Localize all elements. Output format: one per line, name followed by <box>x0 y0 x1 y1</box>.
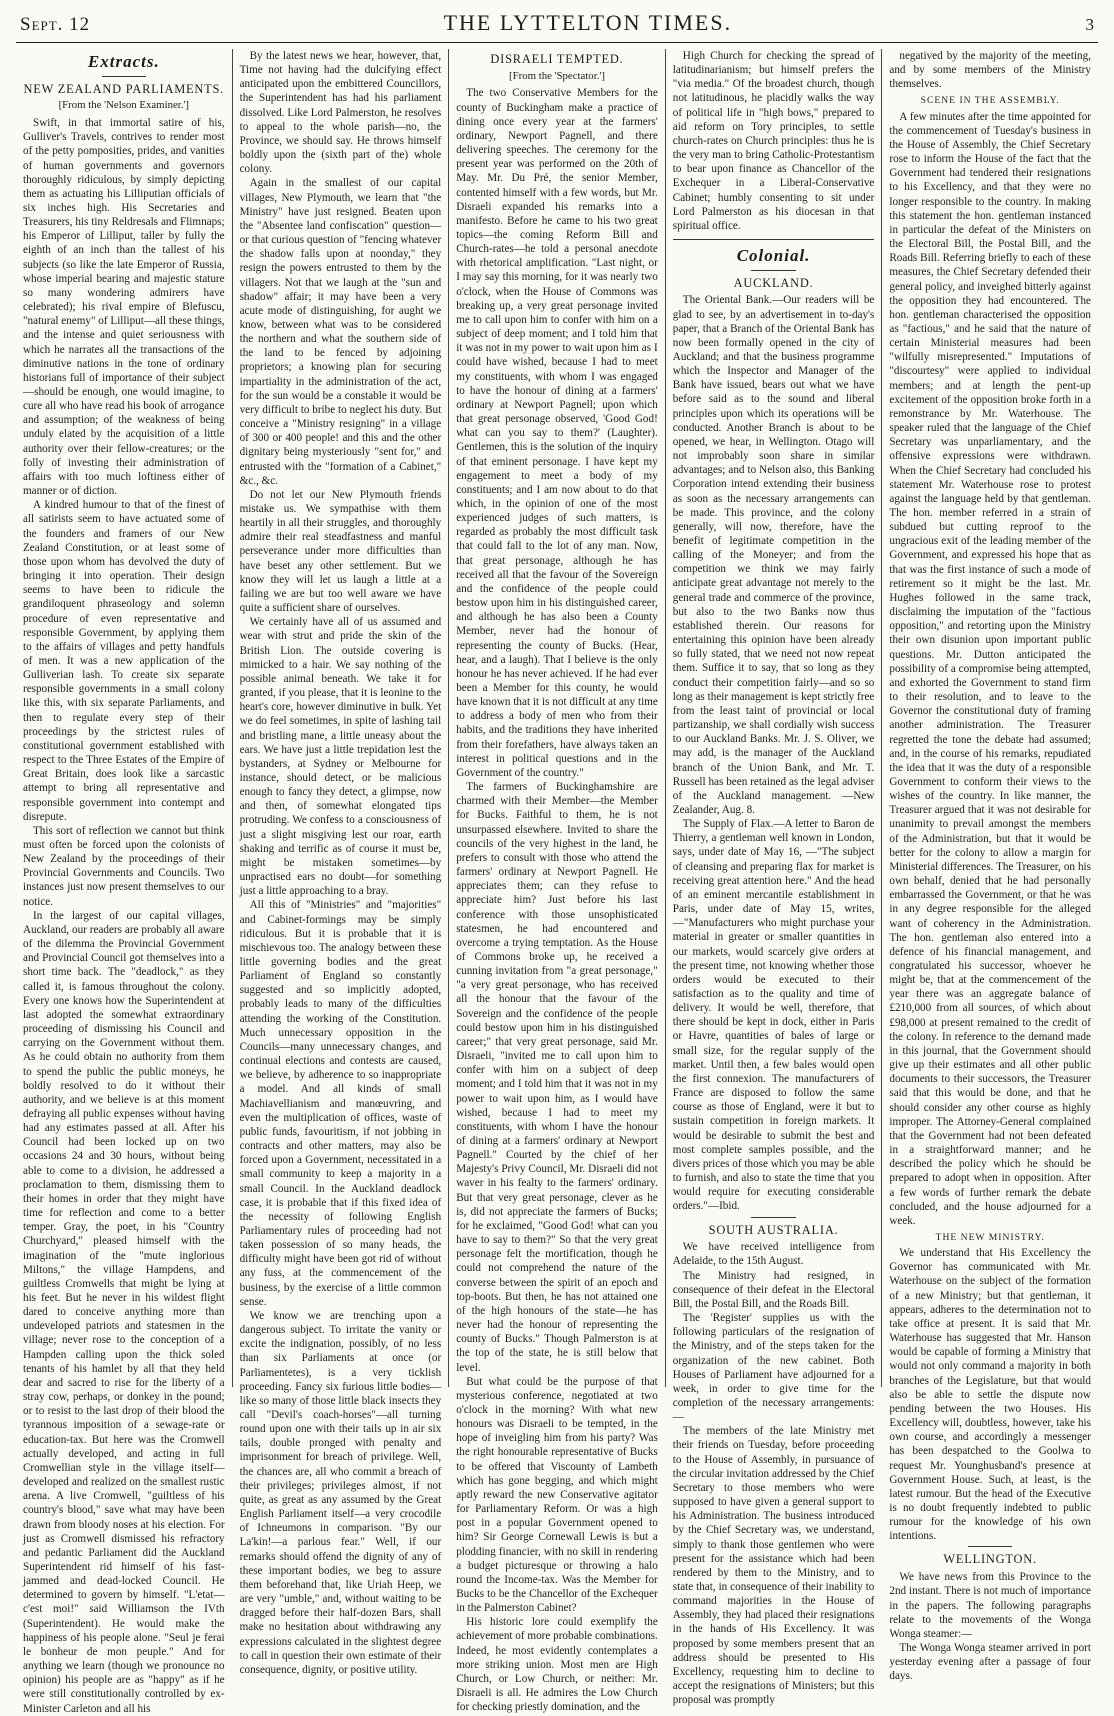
article-paragraph: We have news from this Province to the 2nd instant. There is not much of importance in the papers. The following paragraphs relate to the movements of the Wonga Wonga steamer:— <box>889 1571 1091 1640</box>
divider <box>751 1217 795 1218</box>
article-source: [From the 'Nelson Examiner.'] <box>58 99 190 112</box>
article-paragraph: By the latest news we hear, however, that, Time not having had the dulcifying effect anticipated upon the embittered Councillors, the Superintendent has had his parliament dissolved. Like Lord Palmerston, he resolves to appeal to the whole parish—no, the Province, we should say. He throws himself boldly upon the (sixth part of the) whole colony. <box>239 50 442 176</box>
article-paragraph: The members of the late Ministry met their friends on Tuesday, before proceeding to the House of Assembly, in pursuance of the circular invitation addressed by the Chief Secretary to those members who were supposed to have given a general support to his Administration. The business introduced by the Chief Secretary was, we understand, simply to thank those gentlemen who were present for the assistance which had been rendered by them to the Ministry, and to state that, in consequence of their inability to command majorities in the House of Assembly, they had placed their resignations in the hands of His Excellency. It was proposed by some members present that an address should be presented to His Excellency, requesting him to decline to accept the resignations of Ministers; but this proposal was promptly <box>672 1425 875 1707</box>
article-paragraph: We know we are trenching upon a dangerous subject. To irritate the vanity or excite the indignation, possibly, of no less than six Parliaments at once (or Parliamentetes), is a very ticklish proceeding. Fancy six furious little bodies—like so many of those little black insects they call "Devil's coach-horses"—all turning round upon one with their tails up in air six tails, double pronged with penalty and imprisonment for breach of privilege. Well, the chances are, all who commit a breach of their privileges; privileges almost, if not quite, as great as any assumed by the Great English Parliament itself—a very crocodile of Ichneumons in comparison. "By our La'kin!—a parlous fear." Well, if our remarks should offend the dignity of any of these important bodies, we beg to assure them beforehand that, like Uriah Heep, we are very "umble," and, without waiting to be dragged before their half-dozen Bars, shall make no hesitation about withdrawing any expressions calculated in the slightest degree to call in question their own estimate of their consequence, dignity, or positive utility. <box>239 1309 442 1676</box>
divider <box>968 1546 1012 1547</box>
article-paragraph: All this of "Ministries" and "majorities" and Cabinet-formings may be simply ridiculous. But it is probable that it is mischievous too. The analogy between these little governing bodies and the great Parliament of England so constantly suggested and so implicitly adopted, probably leads to many of the difficulties attending the working of the Constitution. Much unnecessary opposition in the Councils—many unnecessary changes, and continual elections and contests are caused, we believe, by adherence to so inappropriate a model. And all kinds of small Machiavellianism and manœuvring, and even the multiplication of offices, waste of public funds, favouritism, if not jobbing in contracts and other matters, may also be forced upon a Government, necessitated in a small community to keep a majority in a small Council. In the Auckland deadlock case, it is probable that if this fixed idea of the necessity of following English Parliamentary rules of proceeding had not taken possession of so many heads, the difficulty might have been got rid of without any fuss, at the commencement of the business, by the exercise of a little common sense. <box>239 899 442 1308</box>
divider <box>751 270 795 271</box>
article-paragraph: A few minutes after the time appointed for the commencement of Tuesday's business in the House of Assembly, the Chief Secretary rose to inform the House of the fact that the Government had tendered their resignations to his Excellency, and that they were no longer responsible to the country. In making this statement the hon. gentleman instanced in particular the defeat of the Ministers on the Electoral Bill, the Postal Bill, and the Roads Bill. Referring briefly to each of these measures, the Chief Secretary defended their general policy, and inveighed bitterly against the opposition they had encountered. The hon. gentleman characterised the opposition as "factious," and he said that the nature of certain Ministerial measures had been "wilfully misrepresented." Imputations of "discourtesy" were applied to individual members; and at length the pent-up excitement of the opposition broke forth in a remonstrance by Mr. Waterhouse. The speaker ruled that the language of the Chief Secretary was unparliamentary, and the offensive expressions were withdrawn. When the Chief Secretary had concluded his statement Mr. Waterhouse rose to protest against the language held by that gentleman. The hon. member referred in a strain of subdued but cutting reproof to the ungracious exit of the leading member of the Government, and expressed his hope that as that was the first instance of such a mode of retirement so it might be the last. Mr. Hughes followed in the same track, disclaiming the imputation of the "factious opposition," and retorting upon the Ministry their own disunion upon important public questions. Mr. Dutton anticipated the possibility of a compromise being attempted, and exhorted the Government to stand firm to their resolution, and to leave to the Governor the constitutional duty of framing another administration. The Treasurer regretted the tone the debate had assumed; and, in the course of his remarks, repudiated the idea that it was the duty of a responsible Government to conform their views to the wishes of the country. In like manner, the Treasurer argued that it was not desirable for unanimity to prevail amongst the members of the Administration, but that it would be better for the colony to allow a margin for Ministerial differences. The Treasurer, on his own behalf, denied that he had personally embarrassed the Government, or that he was in any degree responsible for the alleged want of coherency in the Administration. The hon. gentleman also entered into a defence of his financial management, and congratulated his successor, whoever he might be, that at the commencement of the year there was an aggregate balance of £210,000 from all sources, of which about £98,000 at present remained to the credit of the colony. In reference to the demand made in this journal, that the Government should give up their estimates and all other public documents to their successors, the Treasurer said that this would be done, and that he should consider any other course as highly improper. The Attorney-General complained that the Government had not been defeated in a straightforward manner; and he described the policy which he should be prepared to adopt when in opposition. After a few words of further remark the debate concluded, and the house adjourned for a week. <box>889 110 1091 1227</box>
column-1 <box>16 49 232 1715</box>
nz-parliaments-headline: NEW ZEALAND PARLIAMENTS. <box>23 81 225 96</box>
column-5 <box>881 49 1098 1683</box>
article-paragraph: His historic lore could exemplify the achievement of more probable combinations. Indeed, he most evidently contemplates a more striking union. Most men are High Church, or Low Church, or neither: Mr. Disraeli is all. He admires the Low Church for checking priestly domination, and the <box>456 1616 658 1714</box>
article-paragraph: The Supply of Flax.—A letter to Baron de Thierry, a gentleman well known in London, says, under date of May 16, —"The subject of cleansing and preparing flax for market is receiving great attention here." And the head of an eminent mercantile establishment in Paris, under date of May 15, writes,—"Manufacturers who might purchase your material in greater or smaller quantities in our markets, would scarcely give orders at the present time, not knowing whether those orders would be executed to their satisfaction as to the quality and time of delivery. It would be well, therefore, that there should be kept in dock, either in Paris or Havre, quantities of bales of large or small size, for the regular supply of the market. Until then, a few bales would open the first connexion. The manufacturers of France are disposed to follow the same course as those of England, were it but to sustain competition in foreign markets. It would be desirable to submit the best and most complete samples possible, and the divers prices of those which you may be able to furnish, and also to state the time that you would require for executing considerable orders."—Ibid. <box>672 818 875 1213</box>
article-paragraph: But what could be the purpose of that mysterious conference, negotiated at two o'clock in the morning? With what new honours was Disraeli to be tempted, in the hope of inveigling him from his party? Was the right honourable representative of Bucks to be offered that Viscounty of Lambeth which has gone begging, and which might aptly reward the new Conservative agitator for Parliamentary Reform. Or was a high post in a popular Government opened to him? Sir George Cornewall Lewis is but a plodding financier, with no skill in rendering a budget picturesque or throwing a halo round the Income-tax. Was the Member for Bucks to be the Chancellor of the Exchequer in the Palmerston Cabinet? <box>456 1375 658 1615</box>
column-3 <box>448 49 665 1714</box>
article-paragraph: Do not let our New Plymouth friends mistake us. We sympathise with them heartily in all their struggles, and thoroughly admire their real steadfastness and manful perseverance under more difficulties than have beset any other settlement. But we know they will let us laugh a little at a failing we are but too well aware we have quite a sufficient share of ourselves. <box>239 488 442 615</box>
article-paragraph: Again in the smallest of our capital villages, New Plymouth, we learn that "the Ministry" have just resigned. Beaten upon the "Absentee land confiscation" question—or that curious question of "fencing whatever the shadow falls upon at noonday," they resign the powers entrusted to them by the villagers. Not that we laugh at the "sun and shadow" affair; it may have been a very acute mode of distinguishing, for aught we know, between what was to be considered the northern and what the southern side of the land to be fenced by adjoining proprietors; a knowing plan for securing impartiality in the administration of the act, for the sun would be a constable it would be very difficult to bribe to neglect his duty. But conceive a "Ministry resigning" in a village of 300 or 400 people! and this and the other dignitary being mysteriously "sent for," and entrusted with the "formation of a Cabinet," &c., &c. <box>239 177 442 487</box>
article-paragraph: This sort of reflection we cannot but think must often be forced upon the colonists of New Zealand by the proceedings of their Provincial Governments and Councils. Two instances just now present themselves to our notice. <box>23 824 225 908</box>
article-paragraph: The two Conservative Members for the county of Buckingham make a practice of dining once every year at the farmers' ordinary, Newport Pagnell, and there delivering speeches. The ceremony for the present year was performed on the 20th of May. Mr. Du Pré, the senior Member, contented himself with a few words, but Mr. Disraeli expanded his remarks into a manifesto. Before he came to his two great topics—the coming Reform Bill and Church-rates—he told a personal anecdote with rhetorical amplification. "Last night, or I may say this morning, for it was nearly two o'clock, when the House of Commons was breaking up, a very great personage invited me to call upon him to confer with him on a subject of deep moment; and I told him that it was not in my power to wait upon him as I could have wished, because I had to meet my constituents, with whom I was engaged to have the honour of dining at a farmers' ordinary at Newport Pagnell; upon which that great personage observed, 'Good God! what can you say to them?' (Laughter). Gentlemen, this is the solution of the inquiry of that eminent personage. I have kept my engagement to meet a body of my constituents; and I am now about to do that which, in the opinion of one of the most experienced judges of such matters, is regarded as probably the most difficult task that could fall to the lot of any man. Now, that great personage, although he has received all that the favour of the Sovereign and the confidence of the people could bestow upon him in his distinguished career, and although he has also been a County Member, never had the honour of representing the county of Bucks. (Hear, hear, and a laugh). That I believe is the only honour he has never achieved. If he had ever been a Member for this county, he would have known that it is not difficult at any time to address a body of men who from their habits, and the traditions they have inherited from their forefathers, have always taken an interest in political questions and in the Government of the country." <box>456 87 658 779</box>
article-paragraph: The 'Register' supplies us with the following particulars of the resignation of the Ministry, and of the steps taken for the organization of the new cabinet. Both Houses of Parliament have adjourned for a week, in order to give time for the completion of the necessary arrangements:— <box>672 1312 875 1424</box>
disraeli-headline: DISRAELI TEMPTED. <box>490 52 624 66</box>
article-paragraph: We understand that His Excellency the Governor has communicated with Mr. Waterhouse on the subject of the formation of a new Ministry; but that gentleman, it appears, adheres to the determination not to take office at present. It is said that Mr. Waterhouse has suggested that Mr. Hanson would be capable of forming a Ministry that would not only command a majority in both branches of the Legislature, but that would also be able to settle the dispute now pending between the two Houses. His Excellency will, doubtless, however, take his own course, and accordingly a messenger has been despatched to the Goolwa to request Mr. Younghusband's presence at Government House. Such, at least, is the latest rumour. But the head of the Executive is no doubt frequently indebted to public rumour for the knowledge of his own intentions. <box>889 1247 1091 1543</box>
columns <box>16 49 1098 1715</box>
article-paragraph: The farmers of Buckinghamshire are charmed with their Member—the Member for Bucks. Faithful to them, he is not unsurpassed elsewhere. Invited to share the councils of the very highest in the land, he prefers to consult with those who attend the farmers' ordinary at Newport Pagnell. He appreciates them; can they refuse to appreciate him? Just before his last conference with those unsophisticated statesmen, he had encountered and overcome a trying temptation. As the House of Commons broke up, he received a cunning invitation from "a great personage," "a very great personage, who has received all the honour that the favour of the Sovereign and the confidence of the people could bestow upon him in his distinguished career;" that very great personage, said Mr. Disraeli, "invited me to call upon him to confer with him on a subject of deep moment; and I told him that it was not in my power to wait upon him, as I would have wished, because I had to meet my constituents, with whom I have the honour of dining at a farmers' ordinary at Newport Pagnell." Courted by the chief of her Majesty's Privy Council, Mr. Disraeli did not waver in his fealty to the farmers' ordinary. But that very great personage, clever as he is, did not appreciate the farmers of Bucks; for he exclaimed, "Good God! what can you have to say to them?" So that the very great personage felt the mortification, though he could not comprehend the nature of the converse between the spirit of an epoch and top-boots. But then, he has not attained one of the high honours of the state—he has never had the honour of representing the county of Bucks." Though Palmerston is at the top of the state, he is still below that level. <box>456 781 658 1374</box>
newspaper-title: THE LYTTELTON TIMES. <box>443 10 733 35</box>
article-paragraph: In the largest of our capital villages, Auckland, our readers are probably all aware of the dilemma the Provincial Government and Provincial Council got themselves into a short time back. The "deadlock," as they called it, is famous throughout the colony. Every one knows how the Superintendent at last adopted the somewhat extraordinary proceeding of dismissing his Council and carrying on the Government without them. As he could obtain no authority from them to spend the public the public moneys, he boldly resolved to do it without their authority, and we believe is at this moment defraying all public expenses without having had any estimates passed at all. After his Council had been locked up on two occasions 24 and 30 hours, without being able to come to a division, he addressed a proclamation to them, dismissing them to their homes in order that they might have time for reflection and come to a better temper. Gray, the poet, in his "Country Churchyard," pleased himself with the imagination of the "mute inglorious Miltons," the village Hampdens, and guiltless Cromwells that might be lying at his feet. But he never in his wildest flight dared to conceive anything more than undeveloped patriots and statesmen in the village; never rose to the conception of a Hampden calling upon the thick soled tenants of his hamlet by all that they held dear and sacred to rise for the liberty of a stray cow, perhaps, or donkey in the pound; or to resist to the last drop of their blood the tyrannous imposition of a sewage-rate or education-tax. But here was the Cromwell actually developed, and acting in full Cromwellian style in the village itself—developed and realized on the smallest rustic arena. A live Cromwell, "guiltless of his country's blood," save what may have been drawn from bloody noses at his election. For just as Cromwell dismissed his refractory and pedantic Parliament did the Auckland Superintendent rid himself of his fast-jammed and dead-locked Council. He determined to govern by himself. "L'etat—c'est moi!" said Williamson the IVth (Superintendent). He would make the happiness of his people alone. "Seul je ferai le bonheur de mon peuple." And for anything we learn (though we pronounce no opinion) his people are as "happy" as if he were still constitutionally controlled by ex-Minister Carleton and all his <box>23 909 225 1715</box>
article-paragraph: High Church for checking the spread of latitudinarianism; but himself prefers the "via media." Of the broadest church, though not latitudinous, he placidly walks the way of political life in "high bows," prepared to aid reform on Tory principles, to settle church-rates on Church principles: thus he is the very man to bring Catholic-Protestantism to bear upon finance as Chancellor of the Exchequer in a Liberal-Conservative Cabinet; humbly consenting to sit under Lord Palmerston as his diocesan in that spiritual office. <box>672 50 875 232</box>
page-number: 3 <box>1085 15 1094 34</box>
auckland-headline: AUCKLAND. <box>733 275 814 290</box>
article-paragraph: The Oriental Bank.—Our readers will be glad to see, by an advertisement in to-day's paper, that a Branch of the Oriental Bank has now been formally opened in the city of Auckland; and that the business programme which the Inspector and Manager of the Bank have issued, bears out what we have before said as to the sound and liberal principles upon which its operations will be conducted. Another Branch is about to be opened, we hear, in Wellington. Otago will not improbably soon share in similar advantages; and to Nelson also, this Banking Corporation intend extending their business as soon as the necessary arrangements can be made. This province, and the colony generally, will now, therefore, have the benefit of legitimate competition in the calling of the Moneyer; and from the competition we think we may fairly anticipate great advantage not merely to the general trade and commerce of the province, but also to the two Banks now thus established therein. Our reasons for entertaining this opinion have been already so fully stated, that we need not now repeat them. Suffice it to say, that so long as they conduct their competition fairly—and so so long as their management is kept strictly free from the least taint of provincial or local partizanship, we shall cordially wish success to our Auckland Banks. Mr. J. S. Oliver, we may add, is the manager of the Auckland branch of the Union Bank, and Mr. T. Russell has been retained as the legal adviser of the Auckland management. —New Zealander, Aug. 8. <box>672 294 875 816</box>
article-paragraph: Swift, in that immortal satire of his, Gulliver's Travels, contrives to render most of the petty pomposities, prides, and vanities of human governments and governors thoroughly ridiculous, by simply depicting them as actuating his Lilliputian officials of six inches high. His Secretaries and Treasurers, his tiny Reldresals and Flimnaps; his Emperor of Lilliput, taller by fully the eighth of an inch than the tallest of his subjects (so like the late Emperor of Russia, whose imperial bearing and majestic stature so many wondering admirers have celebrated); his rival empire of Blefuscu, "natural enemy" of Lilliput—all these things, and the intense and quiet seriousness with which he narrates all the transactions of the diminutive nations in the tone of ordinary historians full of importance of their subject—should be enough, one would imagine, to cure all who have read his book of arrogance and assumption; of the weakness of being unduly elated by the acquisition of a little authority over their fellow-creatures; or the folly of investing their administration of affairs with too much loftiness either of manner or of diction. <box>23 117 225 498</box>
divider <box>102 76 146 77</box>
column-2 <box>232 49 449 1676</box>
colonial-header: Colonial. <box>736 246 811 266</box>
wellington-headline: WELLINGTON. <box>943 1552 1037 1567</box>
masthead <box>16 10 1098 43</box>
scene-in-assembly-subhead: SCENE IN THE ASSEMBLY. <box>920 95 1060 107</box>
article-paragraph: negatived by the majority of the meeting, and by some members of the Ministry themselves. <box>889 50 1091 91</box>
divider <box>673 239 875 240</box>
issue-date: Sept. 12 <box>20 14 91 35</box>
south-australia-headline: SOUTH AUSTRALIA. <box>708 1222 839 1237</box>
article-paragraph: We have received intelligence from Adelaide, to the 15th August. <box>672 1241 875 1268</box>
extracts-header: Extracts. <box>87 52 160 71</box>
article-paragraph: We certainly have all of us assumed and wear with strut and pride the skin of the British Lion. The outside covering is mimicked to a hair. We say nothing of the possible animal beneath. We take it for granted, if you please, that it is leonine to the heart's core, however diminutive in bulk. Yet we do feel sometimes, in spite of lashing tail and bristling mane, a little uneasy about the ears. We have just a little trepidation lest the bystanders, at Sydney or Melbourne for instance, should detect, or be malicious enough to fancy they detect, a glimpse, now and then, of somewhat elongated tips protruding. We confess to a consciousness of just a slight misgiving lest our roar, earth shaking and terrific as of course it must be, might be mistaken sometimes—by unpractised ears no doubt—for something just a little approaching to a bray. <box>239 616 442 898</box>
article-source: [From the 'Spectator.'] <box>509 69 605 82</box>
article-paragraph: The Wonga Wonga steamer arrived in port yesterday evening after a passage of four days. <box>889 1641 1091 1683</box>
article-paragraph: The Ministry had resigned, in consequence of their defeat in the Electoral Bill, the Postal Bill, and the Roads Bill. <box>672 1269 875 1310</box>
new-ministry-subhead: THE NEW MINISTRY. <box>935 1231 1045 1243</box>
article-paragraph: A kindred humour to that of the finest of all satirists seem to have actuated some of the founders and framers of our New Zealand Constitution, or at least some of those upon whom has devolved the duty of bringing it into operation. Their design seems to have been to ridicule the grandiloquent phraseology and solemn procedure of even representative and responsible Government, by applying them to the affairs of villages and petty handfuls of men. It was a new application of the Gulliverian lash. To create six separate responsible governments in a small colony like this, with six separate Parliaments, and then to regulate every step of their proceedings by the strictest rules of constitutional government established with respect to the Three Estates of the Empire of Great Britain, does look like a sarcastic attempt to bring all representative and responsible government into contempt and disrepute. <box>23 499 225 823</box>
column-4 <box>665 49 882 1707</box>
